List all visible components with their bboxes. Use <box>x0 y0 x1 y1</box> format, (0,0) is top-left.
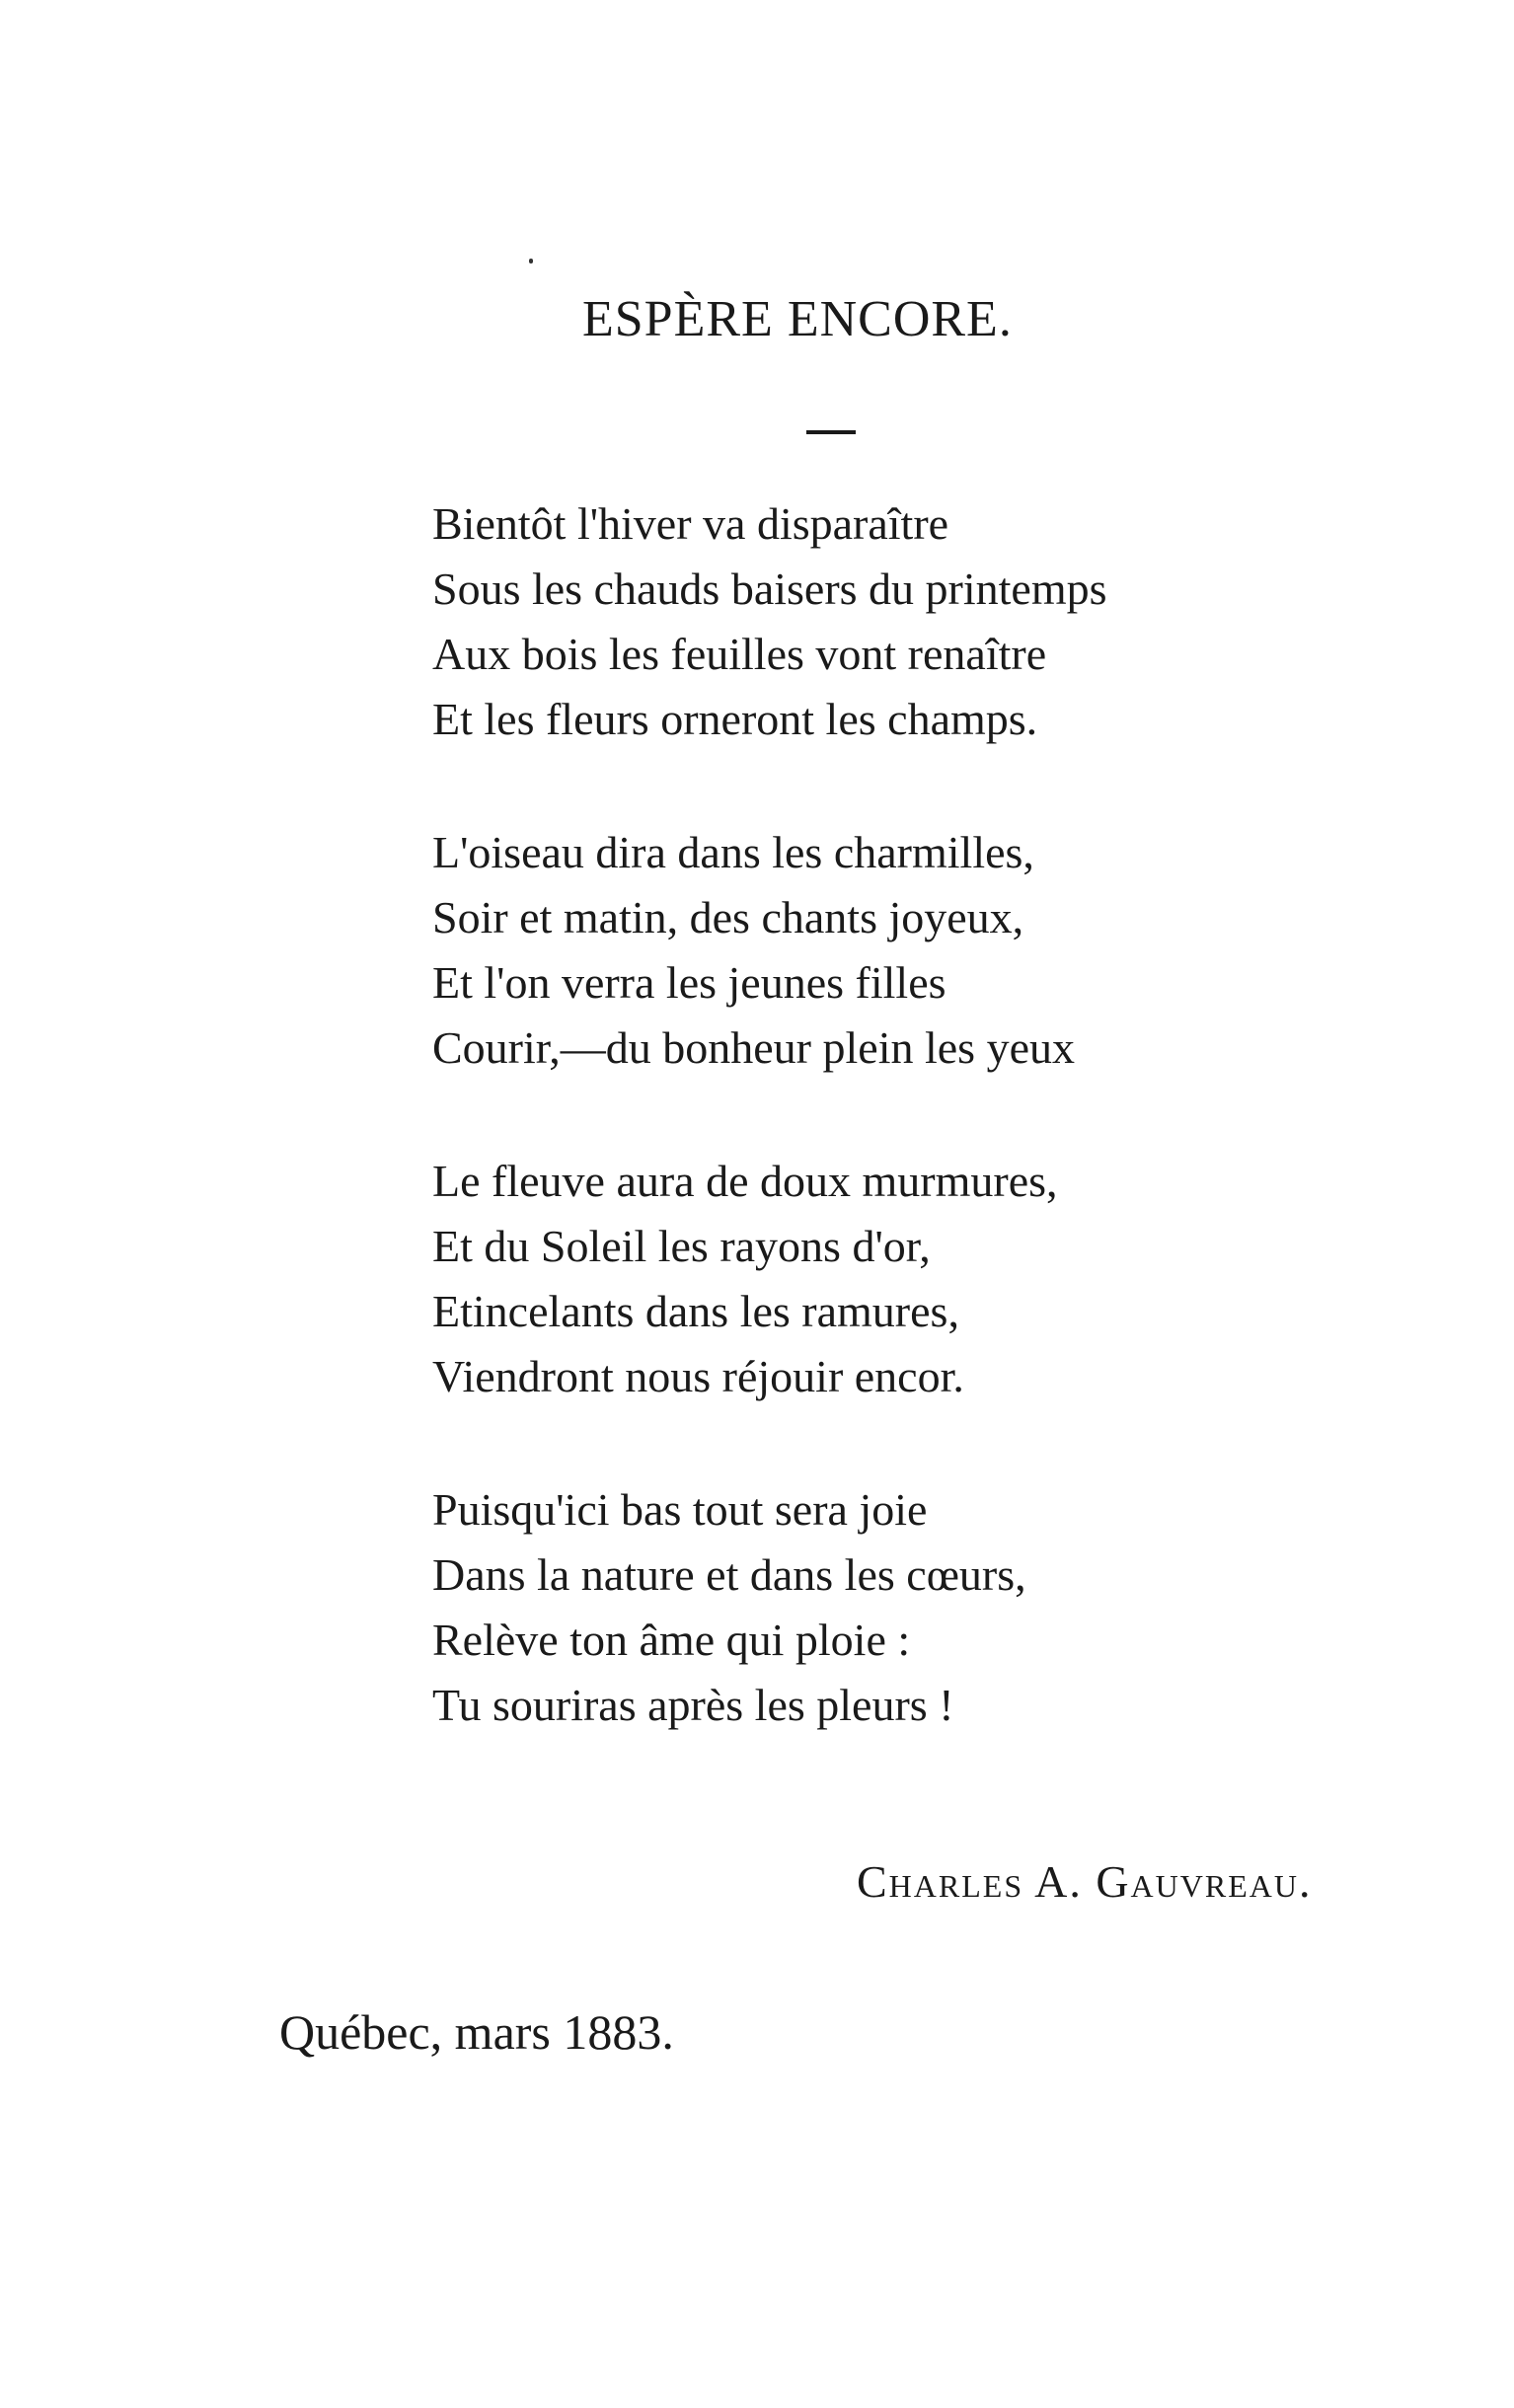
verse-line: Relève ton âme qui ploie : <box>432 1615 911 1665</box>
verse-line: Dans la nature et dans les cœurs, <box>432 1549 1026 1600</box>
author-signature: Charles A. Gauvreau. <box>857 1856 1313 1907</box>
place-date-line: Québec, mars 1883. <box>279 2004 674 2060</box>
verse-line: Bientôt l'hiver va disparaître <box>432 498 949 549</box>
verse-line: Et du Soleil les rayons d'or, <box>432 1221 931 1271</box>
verse-line: L'oiseau dira dans les charmilles, <box>432 827 1034 877</box>
title-rule <box>806 430 856 434</box>
verse-line: Courir,—du bonheur plein les yeux <box>432 1022 1075 1073</box>
stanza-3 <box>432 1149 1058 1409</box>
stanza-4 <box>432 1477 1026 1738</box>
verse-line: Puisqu'ici bas tout sera joie <box>432 1484 928 1535</box>
ink-speck <box>529 259 533 263</box>
verse-line: Etincelants dans les ramures, <box>432 1286 959 1336</box>
verse-line: Et l'on verra les jeunes filles <box>432 957 946 1008</box>
stanza-1 <box>432 491 1107 752</box>
verse-line: Le fleuve aura de doux murmures, <box>432 1156 1058 1206</box>
verse-line: Viendront nous réjouir encor. <box>432 1351 964 1401</box>
verse-line: Et les fleurs orneront les champs. <box>432 694 1038 744</box>
poem-title: ESPÈRE ENCORE. <box>582 291 1013 347</box>
verse-line: Sous les chauds baisers du printemps <box>432 564 1107 614</box>
stanza-2 <box>432 820 1075 1081</box>
verse-line: Tu souriras après les pleurs ! <box>432 1680 954 1730</box>
verse-line: Aux bois les feuilles vont renaître <box>432 629 1047 679</box>
verse-line: Soir et matin, des chants joyeux, <box>432 892 1024 942</box>
